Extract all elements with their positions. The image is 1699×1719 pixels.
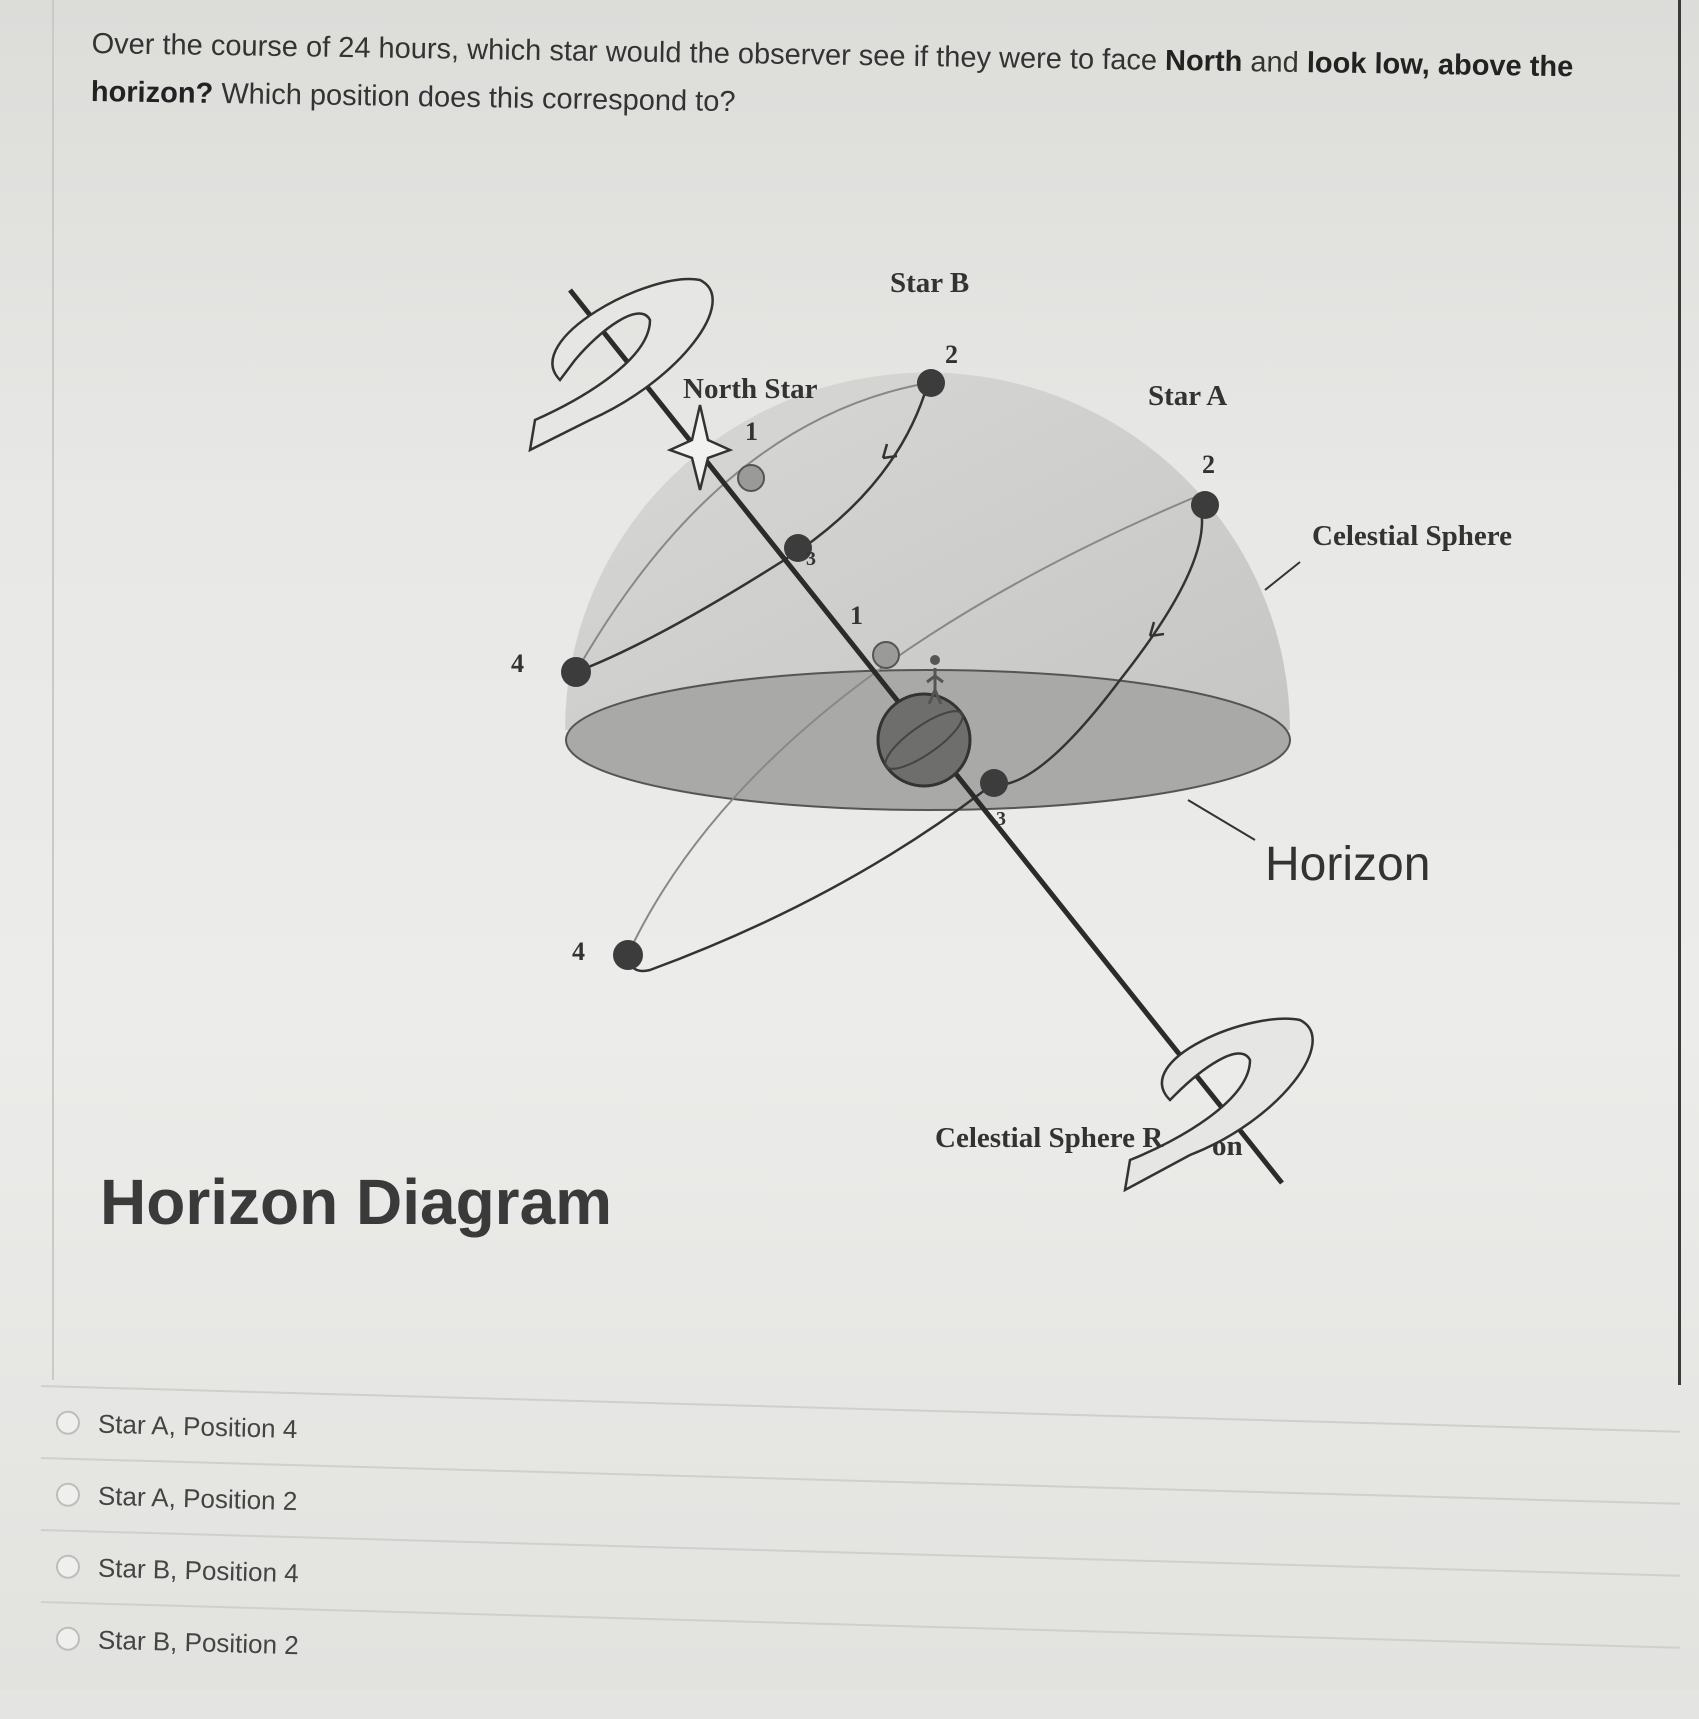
question-part3: Which position does this correspond to? <box>213 77 736 119</box>
star-a-position-3-marker <box>980 769 1008 797</box>
star-a-position-4-label: 4 <box>572 937 585 966</box>
celestial-sphere-leader <box>1265 562 1300 590</box>
star-b-position-4-marker <box>561 657 591 687</box>
radio-button[interactable] <box>56 1554 81 1579</box>
radio-button[interactable] <box>56 1626 81 1651</box>
star-b-position-2-label: 2 <box>945 340 958 369</box>
diagram-title: Horizon Diagram <box>100 1166 613 1238</box>
question-bold-look-low: look low, above the horizon? <box>90 47 1574 110</box>
radio-button[interactable] <box>56 1482 81 1507</box>
star-a-position-1-marker <box>873 642 899 668</box>
celestial-sphere-rotation-suffix: on <box>1212 1130 1243 1162</box>
star-b-position-1-label: 1 <box>745 417 758 446</box>
question-bold-north: North <box>1164 44 1243 79</box>
star-a-path-front-lower <box>628 790 985 971</box>
question-part1: Over the course of 24 hours, which star would the observer see if they were to face <box>91 27 1166 77</box>
earth-icon <box>878 694 970 786</box>
horizon-label: Horizon <box>1265 838 1431 891</box>
star-a-position-2-label: 2 <box>1202 450 1215 479</box>
star-b-position-2-marker <box>917 369 945 397</box>
celestial-sphere-label: Celestial Sphere <box>1312 520 1513 552</box>
star-b-position-1-marker <box>738 465 764 491</box>
star-b-label: Star B <box>890 267 970 299</box>
option-label: Star A, Position 2 <box>97 1480 298 1516</box>
option-label: Star A, Position 4 <box>97 1408 298 1444</box>
option-label: Star B, Position 4 <box>97 1552 300 1588</box>
top-rotation-arrow-icon <box>530 279 713 450</box>
star-b-position-3-label: 3 <box>806 548 816 570</box>
star-a-position-1-label: 1 <box>850 601 863 630</box>
north-star-label: North Star <box>683 373 818 405</box>
answer-options <box>40 1385 1680 1673</box>
option-label: Star B, Position 2 <box>97 1624 300 1660</box>
star-a-position-4-marker <box>613 940 643 970</box>
star-a-position-3-label: 3 <box>996 808 1006 830</box>
celestial-sphere-rotation-label: Celestial Sphere R <box>935 1122 1164 1154</box>
star-b-position-4-label: 4 <box>511 649 524 678</box>
star-a-position-2-marker <box>1191 491 1219 519</box>
question-part2: and <box>1242 46 1308 80</box>
observer-head-icon <box>930 655 940 665</box>
horizon-leader <box>1188 800 1255 840</box>
star-a-label: Star A <box>1148 380 1228 412</box>
radio-button[interactable] <box>56 1410 81 1435</box>
